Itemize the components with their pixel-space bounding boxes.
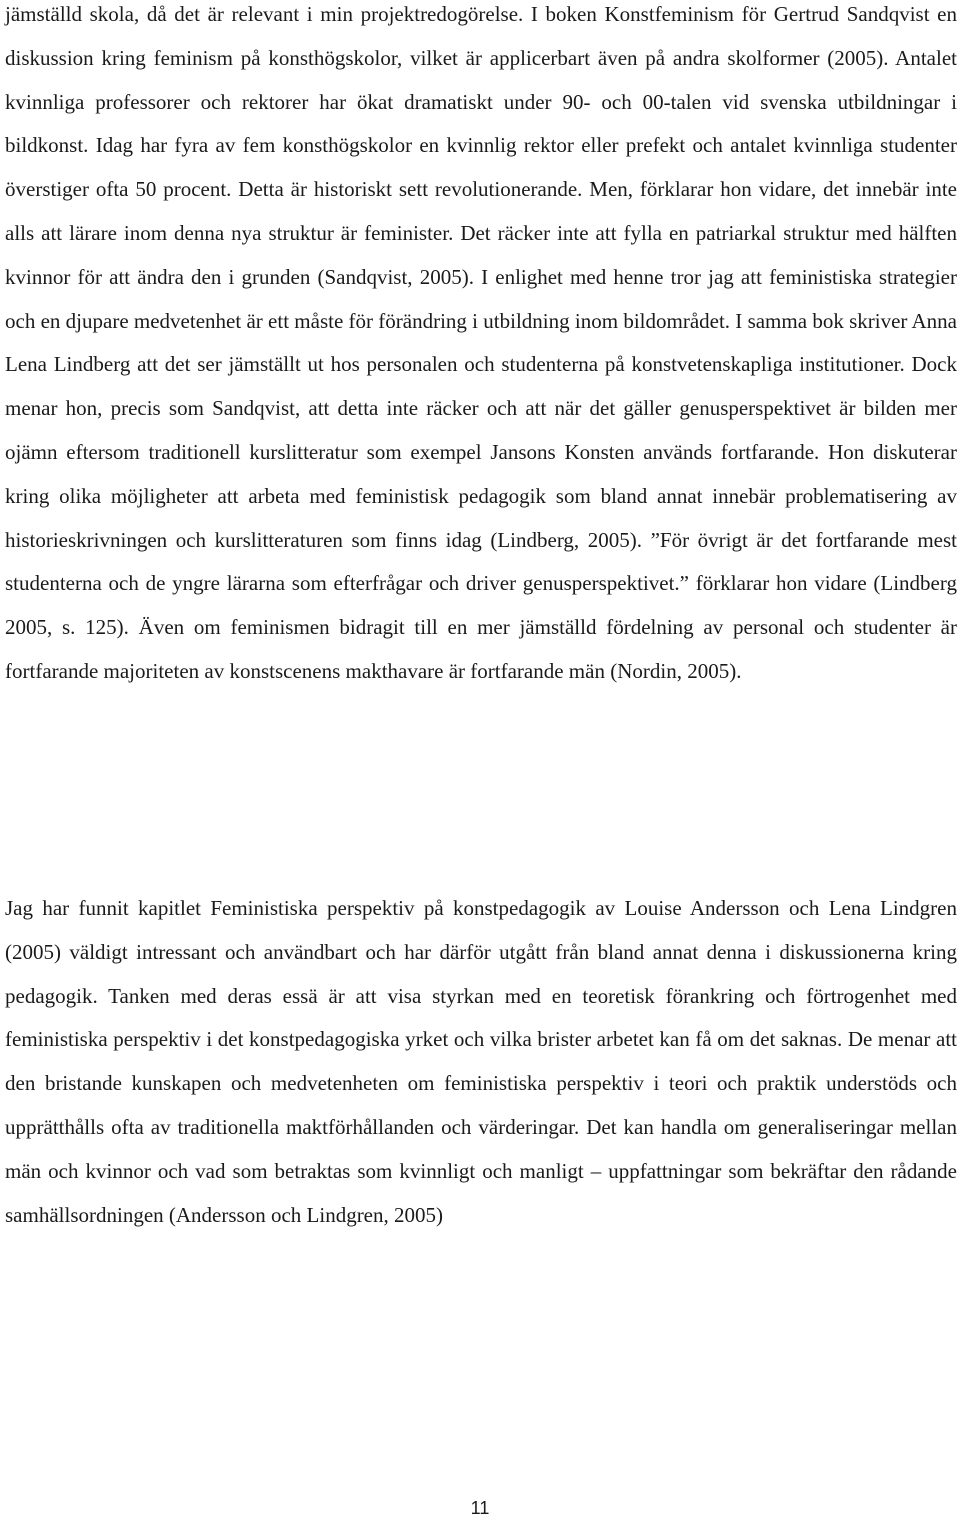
body-paragraph-2: Jag har funnit kapitlet Feministiska perspektiv på konstpedagogik av Louise Andersson och Lena Lindgren (2005) väldigt intressant och användbart och har därför utgått från bland annat denna i diskussionerna kring pedagogik. Tanken med deras essä är att visa styrkan med en teoretisk förankring och förtrogenhet med feministiska perspektiv i det konstpedagogiska yrket och vilka brister arbetet kan få om det saknas. De menar att den bristande kunskapen och medvetenheten om feministiska perspektiv i teori och praktik understöds och upprätthålls ofta av traditionella maktförhållanden och värderingar. Det kan handla om generaliseringar mellan män och kvinnor och vad som betraktas som kvinnligt och manligt – uppfattningar som bekräftar den rådande samhällsordningen (Andersson och Lindgren, 2005) — [5, 896, 957, 1227]
page-number: 11 — [470, 1498, 490, 1518]
body-paragraph-1: jämställd skola, då det är relevant i min projektredogörelse. I boken Konstfeminism för Gertrud Sandqvist en diskussion kring feminism på konsthögskolor, vilket är applicerbart även på andra skolformer (2005). Antalet kvinnliga professorer och rektorer har ökat dramatiskt under 90- och 00-talen vid svenska utbildningar i bildkonst. Idag har fyra av fem konsthögskolor en kvinnlig rektor eller prefekt och antalet kvinnliga studenter överstiger ofta 50 procent. Detta är historiskt sett revolutionerande. Men, förklarar hon vidare, det innebär inte alls att lärare inom denna nya struktur är feminister. Det räcker inte att fylla en patriarkal struktur med hälften kvinnor för att ändra den i grunden (Sandqvist, 2005). I enlighet med henne tror jag att feministiska strategier och en djupare medvetenhet är ett måste för förändring i utbildning inom bildområdet. I samma bok skriver Anna Lena Lindberg att det ser jämställt ut hos personalen och studenterna på konstvetenskapliga institutioner. Dock menar hon, precis som Sandqvist, att detta inte räcker och att när det gäller genusperspektivet är bilden mer ojämn eftersom traditionell kurslitteratur som exempel Jansons Konsten används fortfarande. Hon diskuterar kring olika möjligheter att arbeta med feministisk pedagogik som bland annat innebär problematisering av historieskrivningen och kurslitteraturen som finns idag (Lindberg, 2005). ”För övrigt är det fortfarande mest studenterna och de yngre lärarna som efterfrågar och driver genusperspektivet.” förklarar hon vidare (Lindberg 2005, s. 125). Även om feminismen bidragit till en mer jämställd fördelning av personal och studenter är fortfarande majoriteten av konstscenens makthavare är fortfarande män (Nordin, 2005). — [5, 2, 957, 683]
